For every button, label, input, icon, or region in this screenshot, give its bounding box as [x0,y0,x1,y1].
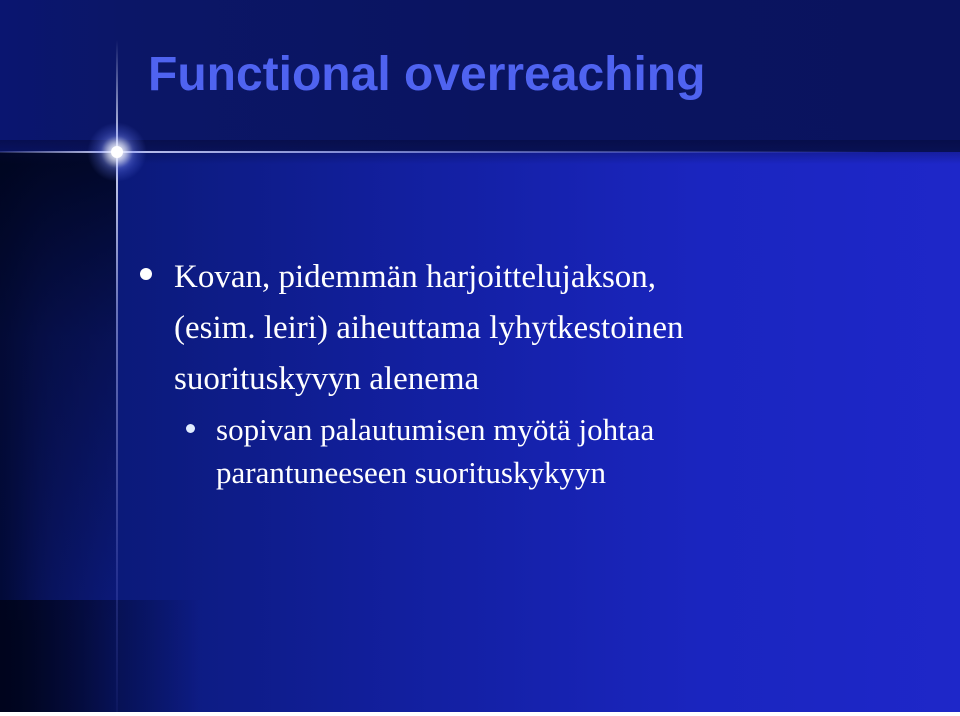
slide-title: Functional overreaching [148,48,706,101]
left-shadow-block [0,150,118,620]
sub-bullet-dot-icon [186,424,195,433]
light-flare-core [111,146,123,158]
bullet-item: Kovan, pidemmän harjoittelujakson, (esim. leiri) aiheuttama lyhytkestoinen suorituskyvyn alenema [174,259,684,397]
bottom-left-shadow [0,600,200,716]
bullet-dot-icon [140,268,152,280]
bottom-edge-strip [0,712,960,716]
sub-bullet-item: sopivan palautumisen myötä johtaa parantuneeseen suorituskykyyn [216,412,655,490]
